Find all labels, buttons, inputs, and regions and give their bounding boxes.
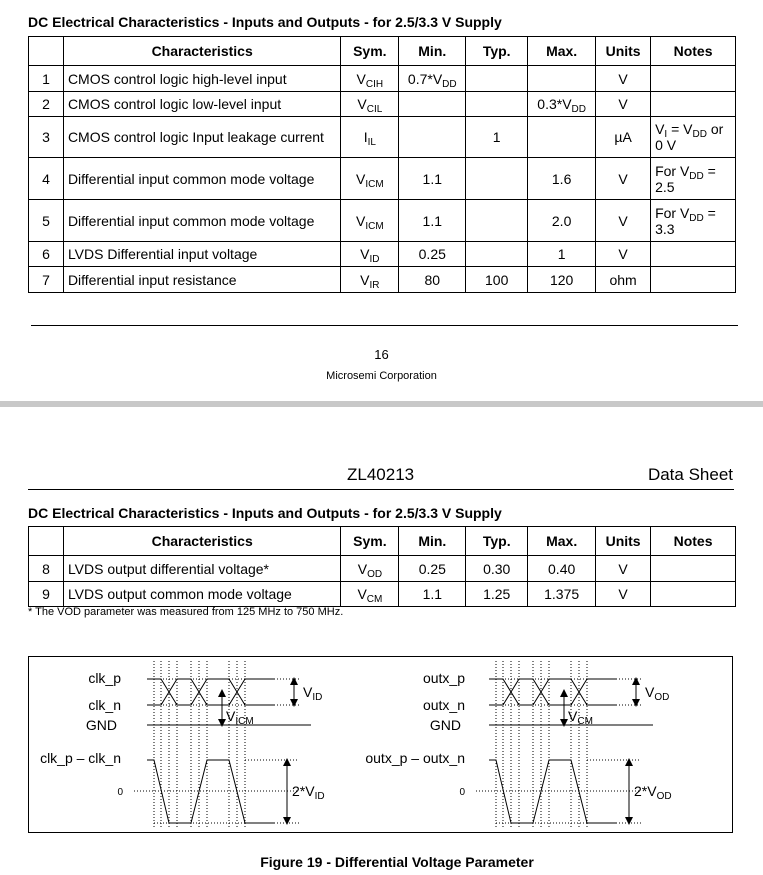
col-header-typ: Typ. (466, 527, 528, 556)
symbol-cell: $I_{IL}$ (341, 117, 399, 158)
max-cell: 1.6 (528, 158, 596, 200)
table-row (29, 158, 736, 200)
characteristic-cell: LVDS output differential voltage* (63, 556, 340, 582)
row-number: 3 (29, 117, 64, 158)
col-header-num (29, 37, 64, 66)
symbol-cell: $V_{CM}$ (341, 582, 399, 607)
min-cell: 1.1 (399, 582, 466, 607)
min-cell: 0.25 (399, 556, 466, 582)
label-gnd-right: GND (429, 717, 461, 733)
table-row (29, 66, 736, 92)
symbol-cell: $V_{IR}$ (341, 267, 399, 293)
notes-cell: $V_I = V_{DD}$ or 0 V (651, 117, 736, 158)
min-cell (399, 92, 466, 117)
units-cell: V (596, 582, 651, 607)
label-gnd-left: GND (85, 717, 117, 733)
col-header-units: Units (596, 37, 651, 66)
characteristic-cell: Differential input resistance (63, 267, 340, 293)
label-outx-diff: outx_p – outx_n (365, 750, 465, 766)
max-cell: $0.3*V_{DD}$ (528, 92, 596, 117)
characteristic-cell: Differential input common mode voltage (63, 158, 340, 200)
characteristic-cell: LVDS Differential input voltage (63, 242, 340, 267)
footer-rule (31, 325, 738, 326)
col-header-min: Min. (399, 37, 466, 66)
left-diagram (134, 661, 311, 829)
notes-cell (651, 92, 736, 117)
col-header-sym: Sym. (341, 37, 399, 66)
table-row (29, 556, 736, 582)
table-row (29, 242, 736, 267)
units-cell: V (596, 158, 651, 200)
label-vcm-right: $V_{CM}$ (568, 708, 593, 727)
col-header-max: Max. (528, 37, 596, 66)
table-header-row (29, 527, 736, 556)
units-cell: V (596, 92, 651, 117)
notes-cell (651, 556, 736, 582)
doc-id: ZL40213 (347, 465, 415, 484)
col-header-sym: Sym. (341, 527, 399, 556)
col-header-units: Units (596, 527, 651, 556)
page-break-bar (0, 401, 763, 407)
table-row (29, 582, 736, 607)
section-title-bottom: DC Electrical Characteristics - Inputs and Outputs - for 2.5/3.3 V Supply (28, 505, 502, 521)
table-footnote: * The VOD parameter was measured from 125 MHz to 750 MHz. (28, 606, 344, 618)
col-header-notes: Notes (651, 527, 736, 556)
label-zero-left: 0 (117, 787, 123, 798)
label-vod-right: $V_{OD}$ (645, 684, 670, 703)
typ-cell (466, 92, 528, 117)
label-outx-n: outx_n (422, 697, 465, 713)
min-cell: 0.25 (399, 242, 466, 267)
typ-cell (466, 242, 528, 267)
page-number: 16 (374, 347, 389, 362)
row-number: 6 (29, 242, 64, 267)
max-cell: 1 (528, 242, 596, 267)
label-vicm-left: $V_{ICM}$ (226, 708, 254, 727)
table-row (29, 117, 736, 158)
symbol-cell: $V_{ID}$ (341, 242, 399, 267)
notes-cell (651, 267, 736, 293)
units-cell: V (596, 242, 651, 267)
symbol-cell: $V_{ICM}$ (341, 158, 399, 200)
header-rule (28, 489, 734, 490)
label-clk-diff: clk_p – clk_n (40, 750, 121, 766)
max-cell (528, 117, 596, 158)
row-number: 9 (29, 582, 64, 607)
col-header-characteristics: Characteristics (63, 37, 340, 66)
col-header-num (29, 527, 64, 556)
notes-cell (651, 582, 736, 607)
notes-cell (651, 66, 736, 92)
symbol-cell: $V_{CIL}$ (341, 92, 399, 117)
max-cell: 0.40 (528, 556, 596, 582)
row-number: 4 (29, 158, 64, 200)
table-row (29, 200, 736, 242)
col-header-min: Min. (399, 527, 466, 556)
min-cell: 1.1 (399, 200, 466, 242)
min-cell: $0.7*V_{DD}$ (399, 66, 466, 92)
max-cell: 1.375 (528, 582, 596, 607)
characteristic-cell: CMOS control logic high-level input (63, 66, 340, 92)
label-clk-n: clk_n (88, 697, 121, 713)
min-cell (399, 117, 466, 158)
dc-characteristics-table-top (28, 36, 736, 293)
typ-cell: 1.25 (466, 582, 528, 607)
typ-cell (466, 158, 528, 200)
label-2vod-right: $2*V_{OD}$ (634, 783, 672, 802)
row-number: 7 (29, 267, 64, 293)
row-number: 1 (29, 66, 64, 92)
figure-caption: Figure 19 - Differential Voltage Parameter (260, 854, 534, 870)
section-title-top: DC Electrical Characteristics - Inputs and Outputs - for 2.5/3.3 V Supply (28, 14, 502, 30)
col-header-max: Max. (528, 527, 596, 556)
table-row (29, 92, 736, 117)
typ-cell: 0.30 (466, 556, 528, 582)
units-cell: V (596, 556, 651, 582)
symbol-cell: $V_{ICM}$ (341, 200, 399, 242)
typ-cell: 1 (466, 117, 528, 158)
row-number: 8 (29, 556, 64, 582)
right-diagram (476, 661, 653, 829)
label-vid-left: $V_{ID}$ (303, 684, 323, 703)
row-number: 2 (29, 92, 64, 117)
col-header-typ: Typ. (466, 37, 528, 66)
doc-type: Data Sheet (647, 465, 733, 484)
notes-cell: For $V_{DD} = 3.3$ (651, 200, 736, 242)
typ-cell (466, 66, 528, 92)
dc-characteristics-table-bottom (28, 526, 736, 607)
units-cell: ohm (596, 267, 651, 293)
symbol-cell: $V_{OD}$ (341, 556, 399, 582)
differential-voltage-diagram (29, 657, 732, 832)
company-name: Microsemi Corporation (326, 370, 437, 382)
min-cell: 80 (399, 267, 466, 293)
label-clk-p: clk_p (88, 670, 121, 686)
label-zero-right: 0 (459, 787, 465, 798)
units-cell: V (596, 200, 651, 242)
col-header-characteristics: Characteristics (63, 527, 340, 556)
figure-box (28, 656, 733, 833)
units-cell: µA (596, 117, 651, 158)
max-cell (528, 66, 596, 92)
units-cell: V (596, 66, 651, 92)
table-header-row (29, 37, 736, 66)
notes-cell (651, 242, 736, 267)
characteristic-cell: CMOS control logic Input leakage current (63, 117, 340, 158)
typ-cell: 100 (466, 267, 528, 293)
col-header-notes: Notes (651, 37, 736, 66)
characteristic-cell: LVDS output common mode voltage (63, 582, 340, 607)
characteristic-cell: CMOS control logic low-level input (63, 92, 340, 117)
label-outx-p: outx_p (422, 670, 465, 686)
characteristic-cell: Differential input common mode voltage (63, 200, 340, 242)
symbol-cell: $V_{CIH}$ (341, 66, 399, 92)
max-cell: 2.0 (528, 200, 596, 242)
typ-cell (466, 200, 528, 242)
max-cell: 120 (528, 267, 596, 293)
notes-cell: For $V_{DD} = 2.5$ (651, 158, 736, 200)
min-cell: 1.1 (399, 158, 466, 200)
table-row (29, 267, 736, 293)
row-number: 5 (29, 200, 64, 242)
label-2vid-left: $2*V_{ID}$ (292, 783, 325, 802)
